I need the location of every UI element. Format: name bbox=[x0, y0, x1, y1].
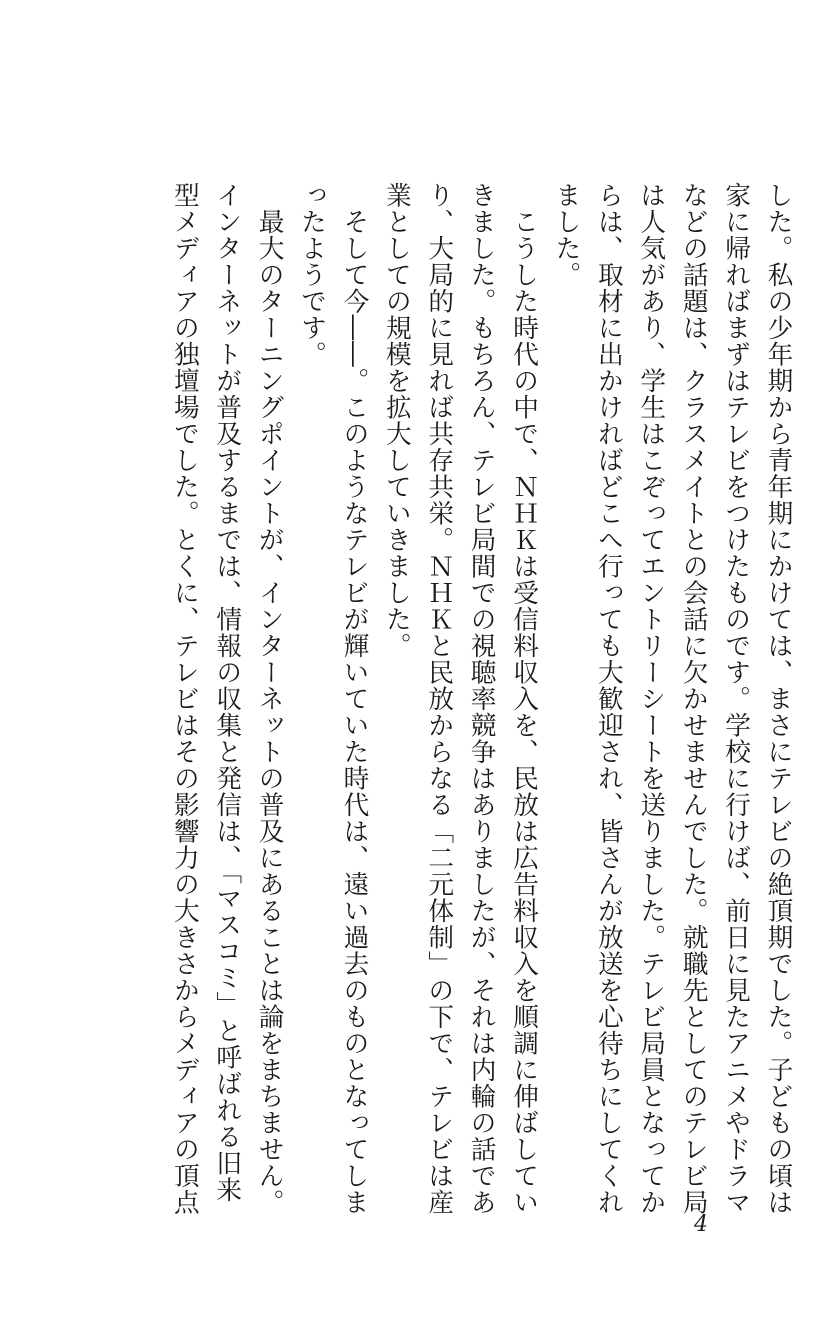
text-line: ました。 bbox=[550, 182, 581, 288]
text-line: 型メディアの独壇場でした。とくに、テレビはその影響力の大きさからメディアの頂点 bbox=[169, 182, 200, 1216]
text-line: は人気があり、学生はこぞってエントリーシートを送りました。テレビ局員となってか bbox=[635, 182, 666, 1216]
text-line: そして今――。このようなテレビが輝いていた時代は、遠い過去のものとなってしま bbox=[338, 182, 369, 1216]
text-line: インターネットが普及するまでは、情報の収集と発信は、「マスコミ」と呼ばれる旧来 bbox=[211, 182, 242, 1203]
text-line: 業としての規模を拡大していきました。 bbox=[381, 182, 412, 659]
text-line: などの話題は、クラスメイトとの会話に欠かせませんでした。就職先としてのテレビ局 bbox=[678, 182, 709, 1216]
text-line: り、大局的に見れば共存共栄。ＮＨＫと民放からなる「二元体制」の下で、テレビは産 bbox=[423, 182, 454, 1216]
text-line: ったようです。 bbox=[296, 182, 327, 368]
text-line: こうした時代の中で、ＮＨＫは受信料収入を、民放は広告料収入を順調に伸ばしてい bbox=[508, 182, 539, 1216]
text-line: 家に帰ればまずはテレビをつけたものです。学校に行けば、前日に見たアニメやドラマ bbox=[720, 182, 751, 1216]
text-line: らは、取材に出かければどこへ行っても大歓迎され、皆さんが放送を心待ちにしてくれ bbox=[593, 182, 624, 1216]
text-line: した。私の少年期から青年期にかけては、まさにテレビの絶頂期でした。子どもの頃は bbox=[763, 182, 793, 1216]
text-line: きました。もちろん、テレビ局間での視聴率競争はありましたが、それは内輪の話であ bbox=[466, 182, 497, 1216]
page-number: 4 bbox=[694, 1212, 708, 1237]
text-line: 最大のターニングポイントが、インターネットの普及にあることは論をまちません。 bbox=[254, 182, 285, 1216]
body-text bbox=[163, 182, 799, 1216]
